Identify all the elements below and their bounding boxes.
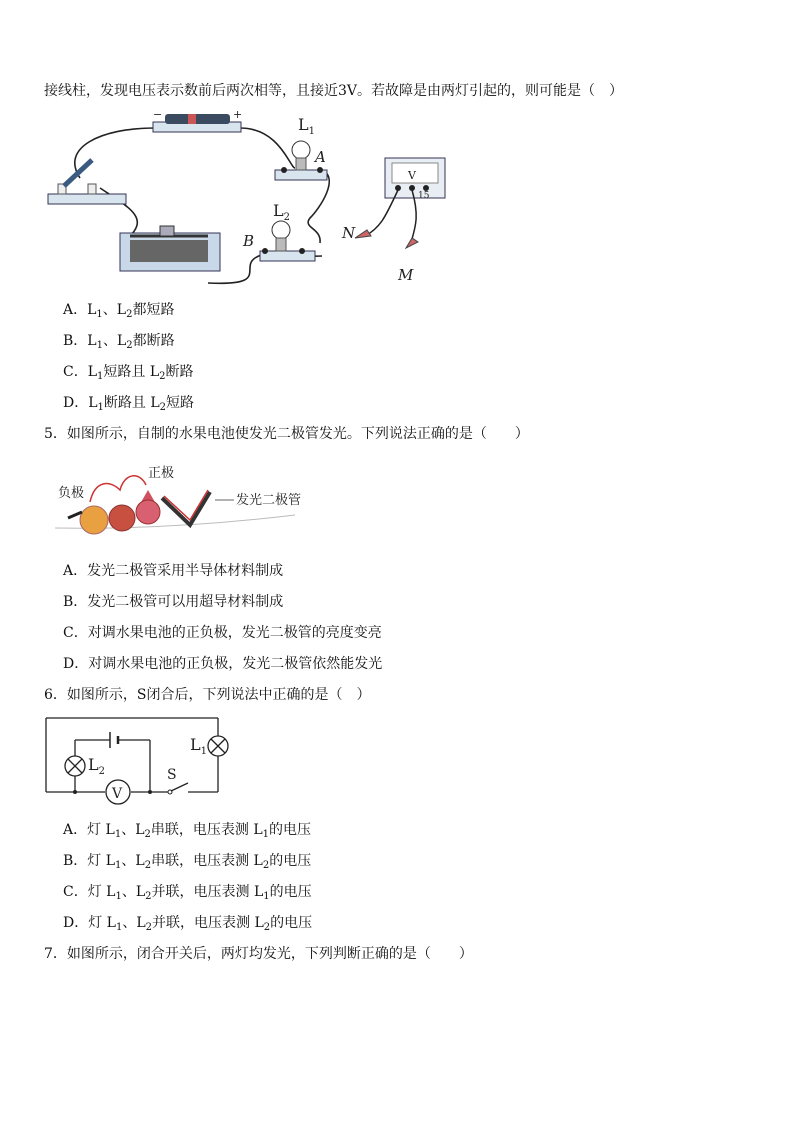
negative-label: 负极 <box>58 486 85 501</box>
q7-stem: 7．如图所示，闭合开关后，两灯均发光，下列判断正确的是（ ） <box>44 946 473 962</box>
q5-stem: 5．如图所示，自制的水果电池使发光二极管发光。下列说法正确的是（ ） <box>44 426 529 442</box>
q6-switch-label: S <box>167 767 177 783</box>
q5-option-d[interactable]: D．对调水果电池的正负极，发光二极管依然能发光 <box>63 656 383 672</box>
q6-circuit-diagram <box>40 712 240 812</box>
q4-circuit-figure <box>40 108 460 288</box>
voltmeter-scale-label: 15 <box>418 191 430 201</box>
clip-n-label: N <box>342 224 356 242</box>
q4-option-d[interactable]: D．$L_1$断路且 $L_2$短路 <box>63 395 195 413</box>
q5-option-c[interactable]: C．对调水果电池的正负极，发光二极管的亮度变亮 <box>63 625 382 641</box>
q4-stem: 接线柱，发现电压表示数前后两次相等，且接近3V。若故障是由两灯引起的，则可能是（ ） <box>44 83 624 99</box>
led-label: 发光二极管 <box>236 493 302 508</box>
q6-option-a[interactable]: A．灯 $L_1$、$L_2$串联，电压表测 $L_1$的电压 <box>63 822 312 840</box>
voltmeter-v-label: V <box>408 169 416 182</box>
positive-label: 正极 <box>148 466 175 481</box>
l2-label: $L_2$ <box>273 201 290 223</box>
l1-label: $L_1$ <box>298 115 315 137</box>
q4-option-a[interactable]: A．$L_1$、$L_2$都短路 <box>63 302 175 320</box>
q6-l2-label: $L_2$ <box>88 755 105 777</box>
q6-option-b[interactable]: B．灯 $L_1$、$L_2$串联，电压表测 $L_2$的电压 <box>63 853 312 871</box>
q4-option-b[interactable]: B．$L_1$、$L_2$都断路 <box>63 333 175 351</box>
minus-label: − <box>153 108 163 121</box>
q4-option-c[interactable]: C．$L_1$短路且 $L_2$断路 <box>63 364 194 382</box>
q6-option-c[interactable]: C．灯 $L_1$、$L_2$并联，电压表测 $L_1$的电压 <box>63 884 312 902</box>
q6-l1-label: $L_1$ <box>190 735 207 757</box>
q5-option-a[interactable]: A．发光二极管采用半导体材料制成 <box>63 563 284 579</box>
q6-stem: 6．如图所示，S闭合后，下列说法中正确的是（ ） <box>44 687 371 703</box>
q6-voltmeter-label: V <box>112 786 123 802</box>
point-a-label: A <box>315 148 326 166</box>
plus-label: + <box>233 108 243 121</box>
point-b-label: B <box>243 232 255 250</box>
q5-option-b[interactable]: B．发光二极管可以用超导材料制成 <box>63 594 284 610</box>
q6-option-d[interactable]: D．灯 $L_1$、$L_2$并联，电压表测 $L_2$的电压 <box>63 915 313 933</box>
q5-fruit-battery-figure <box>50 460 320 540</box>
clip-m-label: M <box>398 266 414 284</box>
